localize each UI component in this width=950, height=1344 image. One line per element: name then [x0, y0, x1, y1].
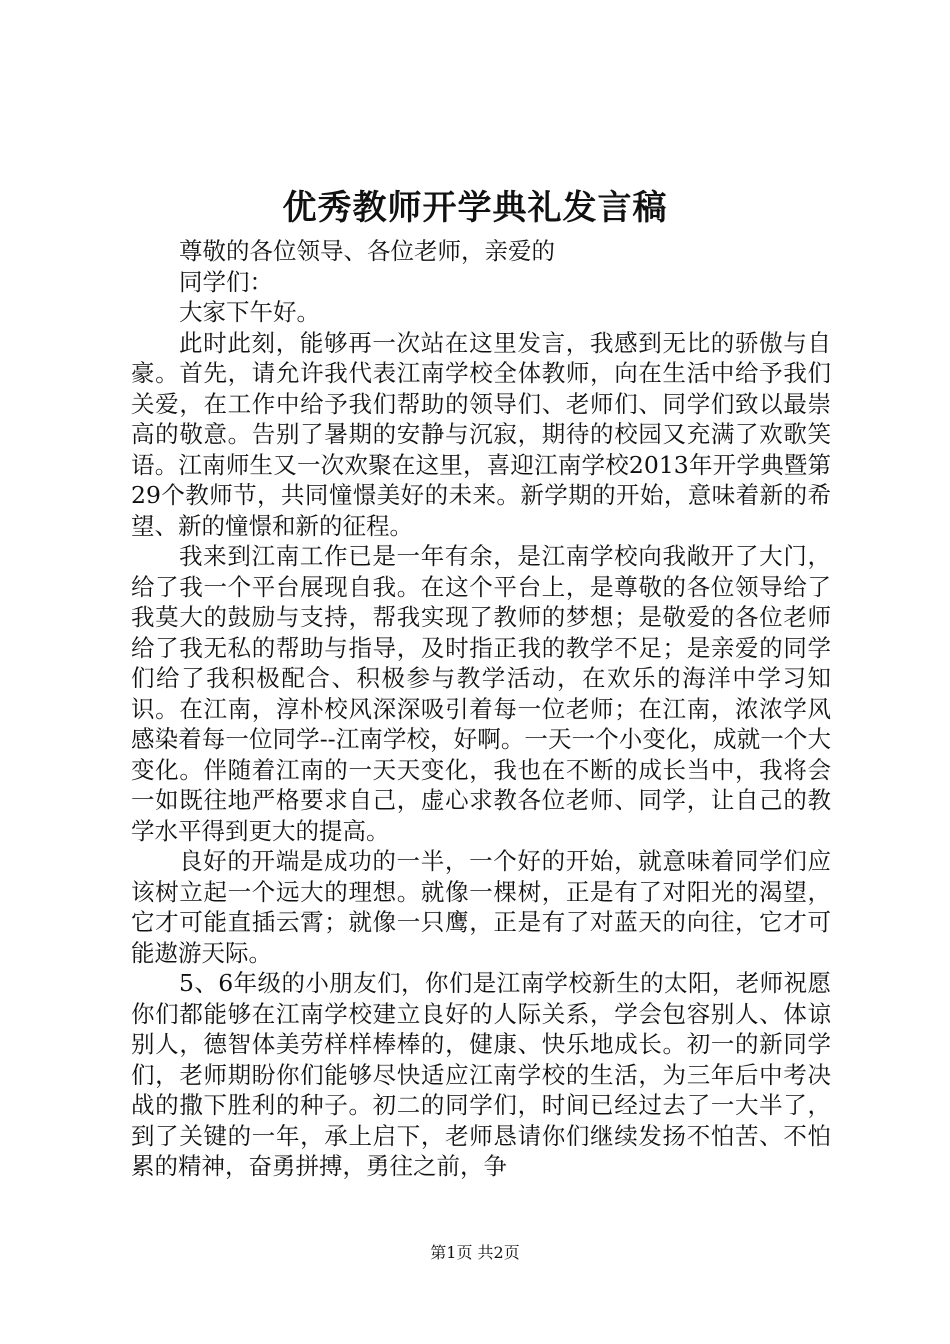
- paragraph-2: 我来到江南工作已是一年有余，是江南学校向我敞开了大门，给了我一个平台展现自我。在这个平台上，是尊敬的各位领导给了我莫大的鼓励与支持，帮我实现了教师的梦想；是敬爱的各位老师给了我无私的帮助与指导，及时指正我的教学不足；是亲爱的同学们给了我积极配合、积极参与教学活动，在欢乐的海洋中学习知识。在江南，淳朴校风深深吸引着每一位老师；在江南，浓浓学风感染着每一位同学--江南学校，好啊。一天一个小变化，成就一个大变化。伴随着江南的一天天变化，我也在不断的成长当中，我将会一如既往地严格要求自己，虚心求教各位老师、同学，让自己的教学水平得到更大的提高。: [131, 542, 831, 845]
- page-footer: 第1页 共2页: [430, 1243, 520, 1262]
- salutation-line-2: 同学们：: [179, 267, 273, 296]
- paragraph-3: 良好的开端是成功的一半，一个好的开始，就意味着同学们应该树立起一个远大的理想。就像一棵树，正是有了对阳光的渴望，它才可能直插云霄；就像一只鹰，正是有了对蓝天的向往，它才可能遨游天际。: [131, 847, 831, 967]
- paragraph-1: 此时此刻，能够再一次站在这里发言，我感到无比的骄傲与自豪。首先，请允许我代表江南学校全体教师，向在生活中给予我们关爱，在工作中给予我们帮助的领导们、老师们、同学们致以最崇高的敬意。告别了暑期的安静与沉寂，期待的校园又充满了欢歌笑语。江南师生又一次欢聚在这里，喜迎江南学校2013年开学典暨第29个教师节，共同憧憬美好的未来。新学期的开始，意味着新的希望、新的憧憬和新的征程。: [131, 328, 831, 540]
- salutation-line-1: 尊敬的各位领导、各位老师，亲爱的: [179, 237, 555, 265]
- document-title: 优秀教师开学典礼发言稿: [282, 188, 668, 228]
- paragraph-4: 5、6年级的小朋友们，你们是江南学校新生的太阳，老师祝愿你们都能够在江南学校建立良好的人际关系，学会包容别人、体谅别人，德智体美劳样样棒棒的，健康、快乐地成长。初一的新同学们，老师期盼你们能够尽快适应江南学校的生活，为三年后中考决战的撒下胜利的种子。初二的同学们，时间已经过去了一大半了，到了关键的一年，承上启下，老师恳请你们继续发扬不怕苦、不怕累的精神，奋勇拼搏，勇往之前，争: [131, 969, 831, 1180]
- document-body: [131, 236, 831, 1182]
- greeting: 大家下午好。: [179, 298, 320, 326]
